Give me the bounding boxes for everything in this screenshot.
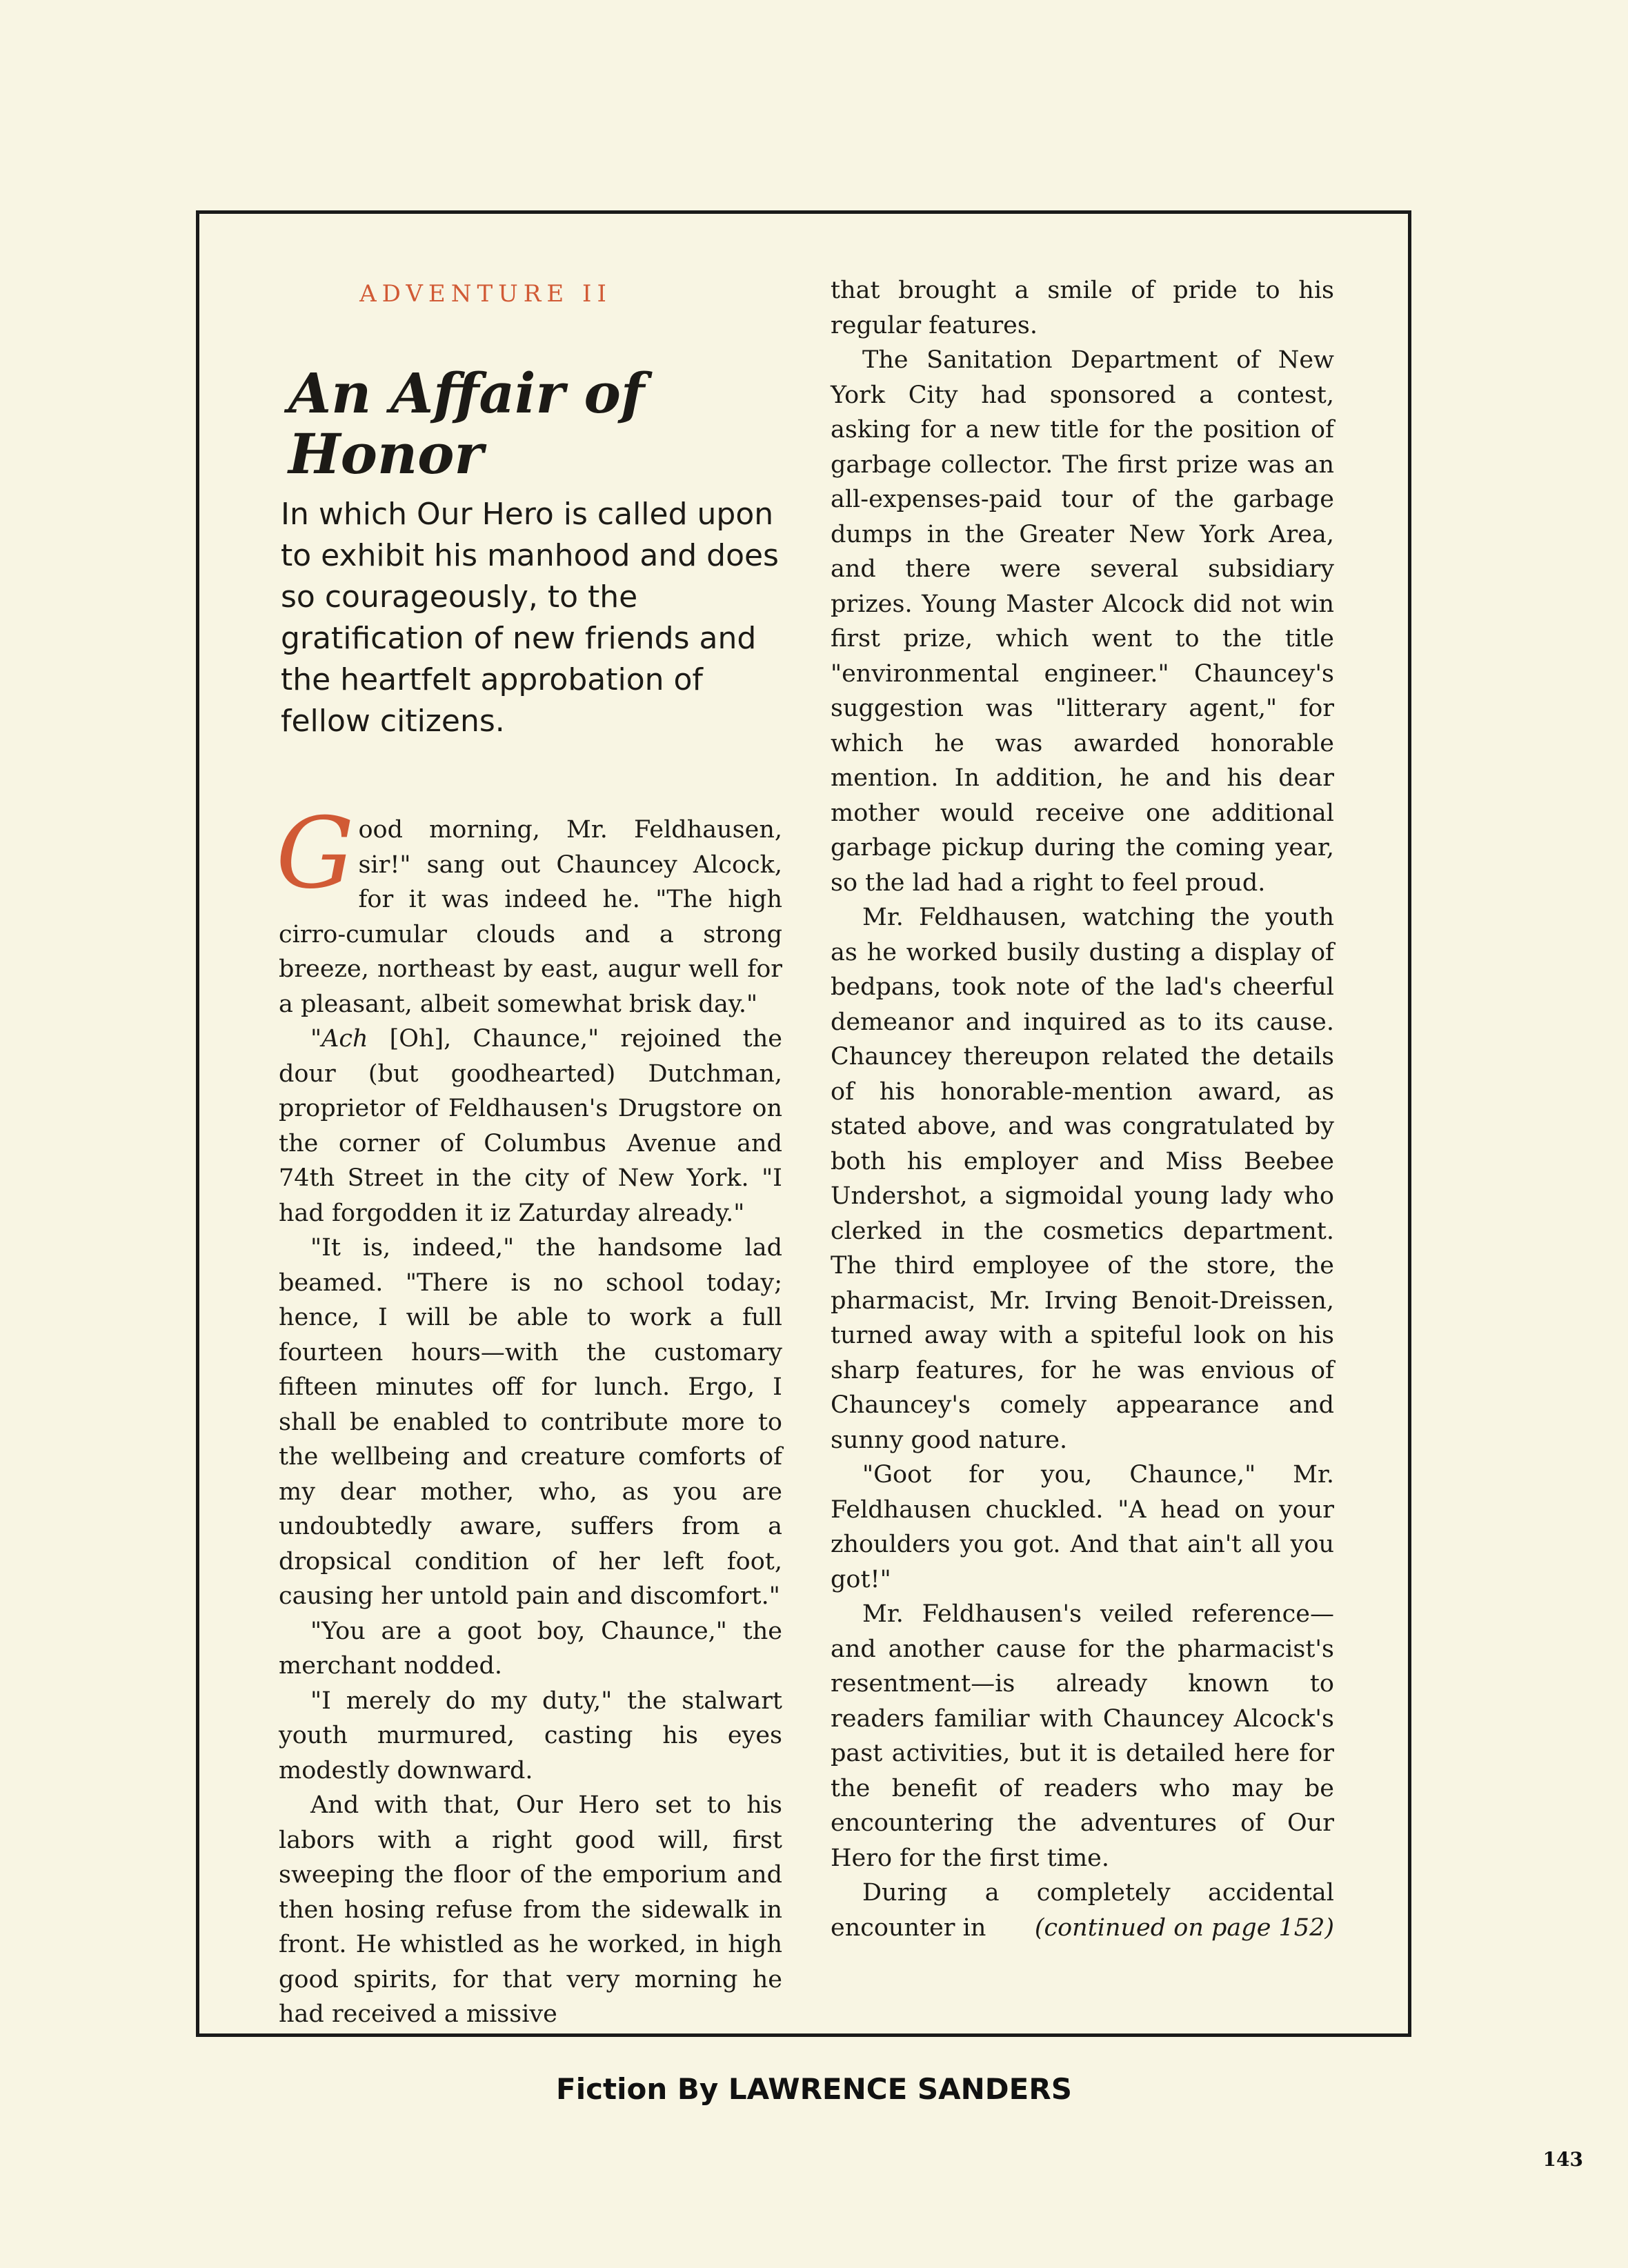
paragraph: Mr. Feldhausen's veiled reference—and another cause for the pharmacist's resentment—is already known to readers familiar with Chauncey Alcock's past activities, but it is detailed here for the benefit of readers who may be encountering the adventures of Our Hero for the first time.	[831, 1600, 1334, 1872]
ach-word: "Ach	[310, 1025, 368, 1053]
left-body-text	[276, 797, 782, 2032]
article-dek: In which Our Hero is called upon to exhibit his manhood and does so courageously, to the gratification of new friends and the heartfelt approbation of fellow citizens.	[281, 497, 779, 739]
article-title: An Affair of Honor	[288, 361, 645, 486]
paragraph: Mr. Feldhausen, watching the youth as he worked busily dusting a display of bedpans, took note of the lad's cheerful demeanor and inquired as to its cause. Chauncey thereupon related the details of his honorable-mention award, as stated above, and was congratulated by both his employer and Miss Beebee Undershot, a sigmoidal young lady who clerked in the cosmetics department. The third employee of the store, the pharmacist, Mr. Irving Benoit-Dreissen, turned away with a spiteful look on his sharp features, for he was envious of Chauncey's comely appearance and sunny good nature.	[831, 904, 1334, 1454]
paragraph-text: ood morning, Mr. Feldhausen, sir!" sang out Chauncey Alcock, for it was indeed he. "The high cirro-cumular clouds and a strong breeze, northeast by east, augur well for a pleasant, albeit somewhat brisk day."	[279, 816, 782, 1018]
continued-link[interactable]: (continued on page 152)	[1034, 1913, 1334, 1942]
paragraph: "You are a goot boy, Chaunce," the merchant nodded.	[279, 1617, 782, 1680]
paragraph	[279, 1022, 782, 1231]
paragraph-text: [Oh], Chaunce," rejoined the dour (but goodhearted) Dutchman, proprietor of Feldhausen's Drugstore on the corner of Columbus Avenue and 74th Street in the city of New York. "I had forgodden it iz Zaturday already."	[279, 1025, 782, 1227]
section-kicker: ADVENTURE II	[359, 280, 612, 308]
paragraph: "It is, indeed," the handsome lad beamed. "There is no school today; hence, I will be able to work a full fourteen hours—with the customary fifteen minutes off for lunch. Ergo, I shall be enabled to contribute more to the wellbeing and creature comforts of my dear mother, who, as you are undoubtedly aware, suffers from a dropsical condition of her left foot, causing her untold pain and discomfort."	[279, 1234, 782, 1610]
paragraph: The Sanitation Department of New York City had sponsored a contest, asking for a new title for the position of garbage collector. The first prize was an all-expenses-paid tour of the garbage dumps in the Greater New York Area, and there were several subsidiary prizes. Young Master Alcock did not win first prize, which went to the title "environmental engineer." Chauncey's suggestion was "litterary agent," for which he was awarded honorable mention. In addition, he and his dear mother would receive one additional garbage pickup during the coming year, so the lad had a right to feel proud.	[831, 346, 1334, 897]
left-column	[276, 214, 782, 2032]
drop-cap: G	[276, 797, 355, 911]
paragraph	[276, 797, 782, 1022]
paragraph: And with that, Our Hero set to his labors with a right good will, first sweeping the floor of the emporium and then hosing refuse from the sidewalk in front. He whistled as he worked, in high good spirits, for that very morning he had received a missive	[279, 1791, 782, 2028]
byline: Fiction By LAWRENCE SANDERS	[556, 2072, 1072, 2106]
right-column	[831, 214, 1334, 1945]
paragraph: "Goot for you, Chaunce," Mr. Feldhausen chuckled. "A head on your zhoulders you got. And that ain't all you got!"	[831, 1461, 1334, 1593]
article-frame	[196, 210, 1411, 2037]
page-number: 143	[1542, 2148, 1583, 2171]
right-body-text	[831, 273, 1334, 1945]
paragraph-text: During a completely accidental encounter in	[831, 1879, 1334, 1942]
paragraph: that brought a smile of pride to his regular features.	[831, 277, 1334, 339]
paragraph	[831, 1876, 1334, 1945]
paragraph: "I merely do my duty," the stalwart youth murmured, casting his eyes modestly downward.	[279, 1687, 782, 1784]
